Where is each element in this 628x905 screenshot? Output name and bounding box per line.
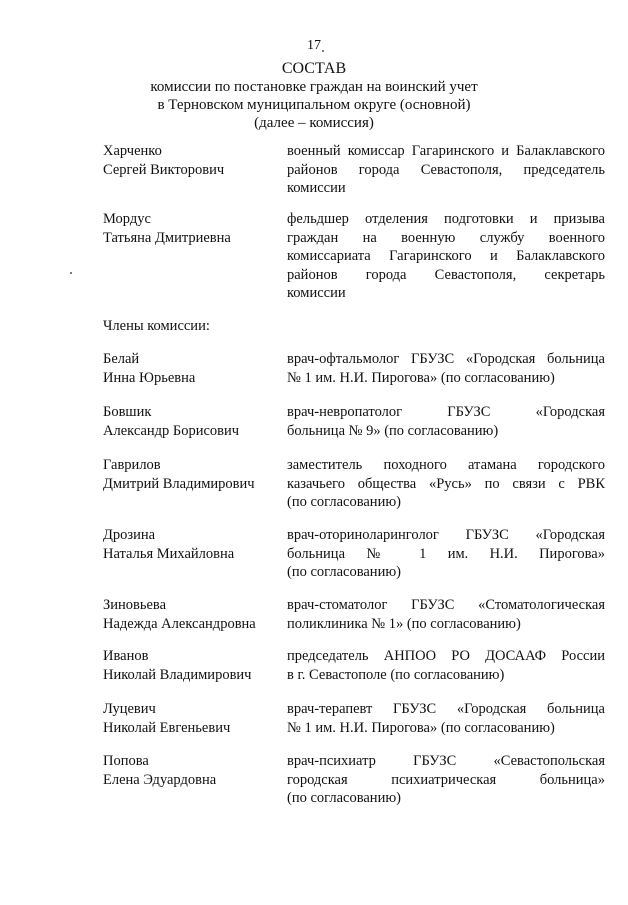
surname: Гаврилов [103,457,161,473]
given-name: Наталья Михайловна [103,545,235,562]
given-name: Дмитрий Владимирович [103,475,255,492]
person-role [287,210,605,303]
given-name: Татьяна Дмитриевна [103,229,231,246]
person-role [287,752,605,808]
role-line: городская психиатрическая больница» [287,771,605,788]
title-line: в Терновском муниципальном округе (основной) [157,97,471,113]
role-line: фельдшер отделения подготовки и призыва [287,211,605,227]
person-name [103,142,278,179]
role-line: заместитель походного атамана городского [287,457,605,473]
person-name [103,752,278,789]
person-role [287,142,605,198]
role-line: врач-терапевт ГБУЗС «Городская больница [287,701,605,717]
given-name: Николай Евгеньевич [103,719,231,736]
role-line: больница № 1 им. Н.И. Пирогова» [287,545,605,562]
role-line: комиссии [287,180,346,196]
given-name: Сергей Викторович [103,161,225,178]
person-name [103,350,278,387]
role-line: (по согласованию) [287,790,401,806]
members-label: Члены комиссии: [103,318,210,334]
title-line: (далее – комиссия) [254,115,374,131]
role-line: (по согласованию) [287,564,401,580]
role-line: больница № 9» (по согласованию) [287,422,499,439]
role-line: председатель АНПОО РО ДОСААФ России [287,648,605,664]
person-name [103,456,278,493]
surname: Попова [103,753,149,769]
scan-speck [322,50,324,52]
surname: Харченко [103,143,162,159]
title-heading: СОСТАВ [281,60,347,77]
title-line: комиссии по постановке граждан на воинский учет [150,79,478,95]
role-line: районов города Севастополя, председатель [287,161,605,178]
role-line: районов города Севастополя, секретарь [287,266,605,283]
document-title [0,60,628,132]
given-name: Николай Владимирович [103,666,252,683]
role-line: (по согласованию) [287,494,401,510]
person-role [287,403,605,440]
role-line: врач-оториноларинголог ГБУЗС «Городская [287,527,605,543]
role-line: военный комиссар Гагаринского и Балаклавского [287,143,605,159]
role-line: № 1 им. Н.И. Пирогова» (по согласованию) [287,369,555,386]
surname: Дрозина [103,527,156,543]
role-line: врач-психиатр ГБУЗС «Севастопольская [287,753,605,769]
person-role [287,456,605,512]
surname: Зиновьева [103,597,167,613]
person-name [103,526,278,563]
person-role [287,350,605,387]
role-line: комиссариата Гагаринского и Балаклавского [287,248,605,264]
role-line: № 1 им. Н.И. Пирогова» (по согласованию) [287,719,555,736]
person-role [287,700,605,737]
person-name [103,403,278,440]
role-line: врач-стоматолог ГБУЗС «Стоматологическая [287,597,605,613]
given-name: Елена Эдуардовна [103,771,217,788]
given-name: Надежда Александровна [103,615,256,632]
person-role [287,596,605,633]
given-name: Инна Юрьевна [103,369,196,386]
surname: Бовшик [103,404,152,420]
scan-speck [70,272,72,274]
person-name [103,596,278,633]
surname: Луцевич [103,701,156,717]
person-name [103,647,278,684]
role-line: врач-офтальмолог ГБУЗС «Городская больница [287,351,605,367]
role-line: врач-невропатолог ГБУЗС «Городская [287,404,605,420]
given-name: Александр Борисович [103,422,240,439]
surname: Белай [103,351,140,367]
person-role [287,526,605,582]
role-line: в г. Севастополе (по согласованию) [287,666,505,683]
person-role [287,647,605,684]
role-line: казачьего общества «Русь» по связи с РВК [287,475,605,492]
role-line: поликлиника № 1» (по согласованию) [287,615,521,632]
surname: Мордус [103,211,151,227]
role-line: граждан на военную службу военного [287,229,605,246]
person-name [103,700,278,737]
person-name [103,210,278,247]
role-line: комиссии [287,285,346,301]
surname: Иванов [103,648,149,664]
page-number: 17 [307,38,321,53]
